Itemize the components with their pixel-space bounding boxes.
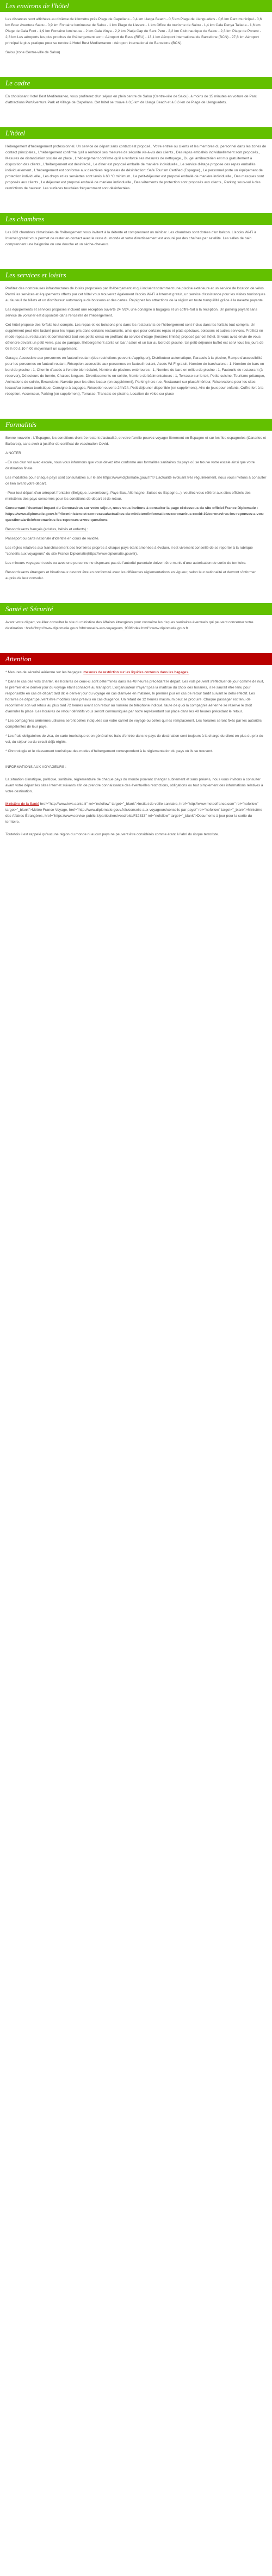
attention-text-4: * Les frais obligatoires de visa, de carte touristique et en général les frais d'entrée dans le pays de destination sont toujours à la charge du client en plus du prix du voi, du séjour ou du circuit déjà réglés. <box>5 734 263 744</box>
section-title-attention: Attention <box>0 653 272 665</box>
section-sante <box>0 603 272 640</box>
section-body-attention <box>0 665 272 846</box>
services-text-4: Garage, Accessible aux personnes en fauteuil roulant (des restrictions peuvent s'appliquer), Distributeur automatique, Parasols à la piscine, Rampe d'accessibilité pour les personnes en fauteuil roulant, Réception accessible aux personnes en fauteuil roulant, Accès Wi-Fi gratuit, Nombre de bars/salons : 1, Nombre de bars en bord de piscine : 1, Chemin d'accès à l'entrée bien éclairé, Nombre de piscines extérieures : 1, Nombre de bars en milieu de piscine : 1, Fauteuils de restaurant (à réserver), Détecteurs de fumée, Chaises longues, Divertissements en soirée, Nombre de bâtiments/tours : 1, Terrasse sur le toit, Petite cuisine, Tourisme pétanque, Animations de soirée, Excursions, Navette pour les sites locaux (en supplément), Parking hors rue, Restaurant sur place/intérieur, Réservations pour les sites locaux/au bureau touristique, Consigne à bagages, Réception ouverte 24h/24, Petit-déjeuner disponible (en supplément), Aire de jeux pour enfants, Coffre-fort à la réception, Ascenseur, Parking (en supplément), Terrasse, Transats de piscine, Location de vélos sur place <box>5 356 265 396</box>
section-body-services <box>0 281 272 406</box>
formalites-text-10: Les mineurs voyageant seuls ou avec une personne ne disposant pas de l'autorité parentale doivent être munis d'une autorisation de sortie de territoire. <box>5 561 246 565</box>
section-hotel <box>0 127 272 200</box>
formalites-note-label: A NOTER <box>5 451 21 455</box>
environs-zone-text: Salou (zone Centre-ville de Salou) <box>5 51 60 54</box>
section-body-cadre <box>0 89 272 114</box>
ministere-sante-link[interactable]: Ministère de la Santé <box>5 802 39 806</box>
section-body-chambres <box>0 225 272 256</box>
hotel-info-page <box>0 0 272 846</box>
luggage-restrictions-link[interactable]: mesures de restriction sur les liquides contenus dans les bagages. <box>83 671 189 674</box>
sante-text: Avant votre départ, veuillez consulter le site du ministère des Affaires étrangères pour connaître les risques sanitaires éventuels qui peuvent concerner votre destination : href="http://www.diplomatie.gouv.fr/fr/conseils-aux-voyageurs_909/index.html">www.diplomatie.gouv.fr <box>5 620 254 630</box>
environs-distances-text: Les distances sont affichées au dixième de kilomètre près Plage de Capellans - 0,4 km Llarga Beach - 0,5 km Plage de Llenguadets - 0,6 km Parc municipal - 0,6 km Bosc Aventura Salou - 0,9 km Fontaine lumineuse de Salou - 1 km Plage de Llevant - 1 km Office du tourisme de Salou - 1,4 km Cala Penya Tallada - 1,6 km Plage de Cala Font - 1,9 km Fontaine lumineuse - 2 km Cala Vinya - 2,2 km Platja Cap de Sant Pere - 2,2 km Club nautique de Salou - 2,3 km Plage de Ponent - 2,3 km Les aéroports les plus proches de l'hébergement sont : Aéroport de Reus (REU) - 13,1 km Aéroport international de Barcelone (BCN) - 97,8 km Aéroport principal le plus pratique pour se rendre à Hotel Best Mediterraneo : Aéroport international de Barcelone (BCN). <box>5 17 262 45</box>
formalites-text-5: - Pour tout départ d'un aéroport frontalier (Belgique, Luxembourg, Pays-Bas, Allemagne, Suisse ou Espagne...), veuillez vous référer aux sites officiels des ministères des pays concernés pour les conditions de départ et de retour. <box>5 491 251 501</box>
section-body-formalites <box>0 431 272 590</box>
attention-text-5: * Chronologie et le classement touristique des modes d'hébergement correspondent à la réglementation du pays où ils se trouvent. <box>5 749 213 753</box>
formalites-french-nationals-heading: Ressortissants français (adultes, bébés et enfants) : <box>5 527 88 531</box>
services-text-1: Profitez des nombreuses infrastructures de loisirs proposées par l'hébergement et qui incluent notamment une piscine extérieure et un service de location de vélos. Parmi les services et équipements offerts par cet hôtel vous trouverez également l'accès Wi-Fi à Internet gratuit, un service d'assistance pour les visites touristiques au fauteuil de billets et un distributeur automatique de boissons et des cartes. Rejoignez les attractions de la région en toute tranquillité grâce à la navette payante. <box>5 287 265 302</box>
formalites-text-3: - En cas d'un vol avec escale, nous vous informons que vous devez être conforme aux formalités sanitaires du pays où se trouve votre escale ainsi que votre destination finale. <box>5 461 255 470</box>
section-formalites <box>0 419 272 590</box>
section-title-environs: Les environs de l'hôtel <box>0 0 272 12</box>
attention-text-3: * Les compagnies aériennes utilisées seront celles indiquées sur votre carnet de voyage ou celles qui les remplaceront. Les horaires seront fixés par les autorités compétentes de leur pays. <box>5 719 262 729</box>
attention-links-line <box>5 801 267 825</box>
section-cadre <box>0 77 272 114</box>
attention-text-7: La situation climatique, politique, sanitaire, réglementaire de chaque pays du monde pouvant changer subitement et sans préavis, nous vous invitons à consulter avant votre départ les sites Internet suivants afin de prendre connaissance des éventuelles restrictions, obligations ou tout simplement des informations relatives à votre destination. <box>5 778 263 793</box>
formalites-text-9: Les règles relatives aux franchissement des frontières propres à chaque pays étant amenées à évoluer, il est vivement conseillé de se reporter à la rubrique "conseils aux voyageurs" du site France Diplomatie(https://www.diplomatie.gouv.fr). <box>5 546 253 556</box>
section-title-chambres: Les chambres <box>0 213 272 225</box>
services-text-2: Les équipements et services proposés incluent une réception ouverte 24 h/24, une consigne à bagages et un coffre-fort à la réception. Un parking payant sans service de voiturier est disponible dans l'enceinte de l'hébergement. <box>5 308 257 318</box>
section-title-hotel: L'hôtel <box>0 127 272 139</box>
services-text-3: Cet hôtel propose des forfaits tout compris. Les repas et les boissons pris dans les restaurants de l'hébergement sont inclus dans les forfaits tout compris. Un supplément peut être facturé pour les repas pris dans certains restaurants, ainsi que pour certains repas et plats spéciaux, boissons et autres services. Profitez en mode repas au restaurant et commandez tout vos petits creux en profitant du service d'étage (horaires limités) proposé par cet hôtel. Si vous avez envie de vous détendre devant un petit verre, pas de panique, l'hébergement abrite un bar / salon et un bar au bord de piscine. Un petit-déjeuner buffet est servi tous les jours de 08 h 00 à 10 h 00 moyennant un supplément. <box>5 323 264 351</box>
section-title-formalites: Formalités <box>0 419 272 431</box>
section-services <box>0 269 272 406</box>
section-attention <box>0 653 272 846</box>
formalites-text-8: Passeport ou carte nationale d'identité en cours de validité. <box>5 537 100 541</box>
section-title-cadre: Le cadre <box>0 77 272 89</box>
section-chambres <box>0 213 272 256</box>
attention-text-9: Toutefois il est rappelé qu'aucune région du monde ni aucun pays ne peuvent être considérés comme étant à l'abri du risque terroriste. <box>5 833 219 836</box>
section-body-sante <box>0 615 272 640</box>
formalites-text-11: Ressortissants étrangers et binationaux devront être en conformité avec les différentes réglementations en vigueur, selon leur nationalité et devront s'informer auprès de leur consulat. <box>5 570 256 580</box>
section-body-hotel <box>0 139 272 200</box>
formalites-text-1: Bonne nouvelle : L'Espagne, les conditions d'entrée restent d'actualité, et votre famille pouvez voyager librement en Espagne et sur les îles espagnoles (Canaries et Baléares), sans avoir à justifier de certificat de vaccination Covid. <box>5 436 267 446</box>
section-body-environs <box>0 12 272 64</box>
hotel-text: Hébergement d'hébergement professionnel. Un service de départ sans contact est proposé.. Votre entrée ou clients et les membres du personnel dans les zones de contact principales., L'hébergement confirme qu'il a renforcé ses mesures de sécurité vis-à-vis des clients., Des repas emballés individuellement sont proposés., Mesures de distanciation sociale en place., L'hébergement confirme qu'il a renforcé ses mesures de nettoyage., Du gel antibactérien est mis gratuitement à disposition des clients., L'hébergement est désinfecté., Le dîner est proposé emballé de manière individuelle., Le service d'étage propose des repas emballés individuellement., L'hébergement est conforme aux directives régionales de désinfection: Safe Tourism Certified (Espagne)., Le personnel porte un équipement de protection individuelle., Les draps et les serviettes sont lavés à 60 °C minimum., Le petit-déjeuner est proposé emballé de manière individuelle., Des masques sont proposés aux clients., Le déjeuner est proposé emballé de manière individuelle., Des vêtements de protection sont proposés aux clients., Parking sous-sol à des restrictions de hauteur. Les surfaces touchées fréquemment sont désinfectées. <box>5 145 267 190</box>
attention-travelers-heading: INFORMATIONS AUX VOYAGEURS : <box>5 765 66 769</box>
attention-luggage-line <box>5 669 267 675</box>
attention-text-2: * Dans le cas des vols charter, les horaires de ceux-ci sont déterminés dans les 48 heures précédant le départ. Les vols peuvent s'effectuer de jour comme de nuit, le premier et le dernier jour du voyage étant consacré au transport. L'organisateur n'ayant pas la maîtrise du choix des horaires, il se saurait être tenu pour responsable en cas de départ tard dit le dernier jour du voyage en cas d'arrivée en matinée, le premier jour en cas de retour tardif suivant le délai effectif. Les horaires de départ peuvent être modifiés sans préavis en cas d'urgence. Un retard de 12 heures maximum peut se produire. Chaque passager est tenu de reconfirmer son vol retour au plus tard 72 heures avant son retour au numéro de téléphone indiqué, faute de quoi la compagnie aérienne se réserve le droit d'annuler la place. Les horaires de retour définitifs vous seront communiqués par notre représentant sur place dans les 48 heures précédant le retour. <box>5 680 264 713</box>
formalites-coronavirus-text: Concernant l'éventuel impact du Coronavirus sur votre séjour, nous vous invitons à consulter la page ci-dessous du site officiel France Diplomatie : https://www.diplomatie.gouv.fr/fr/le-ministere-et-son-reseau/actualites-du-ministere/informations-coronavirus-covid-19/coronavirus-les-reponses-a-vos-questions/article/coronavirus-les-reponses-a-vos-questions <box>5 506 264 522</box>
section-environs <box>0 0 272 64</box>
attention-links-text: href="http://www.invs.sante.fr" rel="nofollow" target="_blank">Institut de veille sanitaire, href="http://www.meteofrance.com" rel="nofollow" target="_blank">Météo France Voyage, href="http://www.diplomatie.gouv.fr/fr/conseils-aux-voyageurs/conseils-par-pays/" rel="nofollow" target="_blank">Ministère des Affaires Étrangères, href="https://www.service-public.fr/particuliers/vosdroits/F32833" rel="nofollow" target="_blank">Documents à jour pour la sortie du territoire. <box>5 802 262 824</box>
section-title-services: Les services et loisirs <box>0 269 272 281</box>
chambres-text: Les 263 chambres climatisées de l'hébergement vous invitent à la détente et comprennent un minibar. Les chambres sont dotées d'un balcon. L'accès Wi-Fi à Internet gratuit vous permet de rester en contact avec le reste du monde et votre divertissement est assuré par des chaînes par satellite. Les salles de bain comprennent une baignoire ou une douche et un sèche-cheveux. <box>5 231 256 246</box>
cadre-text: En choisissant Hotel Best Mediterraneo, vous profiterez d'un séjour en plein centre de Salou (Centre-ville de Salou), à moins de 15 minutes en voiture de Parc d'attractions PortAventura Park et Village de Capellans. Cet hôtel se trouve à 0,5 km de Llarga Beach et à 0,6 km de Plage de Llenguadets. <box>5 95 257 104</box>
attention-luggage-text: * Mesures de sécurité aérienne sur les bagages: <box>5 671 84 674</box>
section-title-sante: Santé et Sécurité <box>0 603 272 615</box>
formalites-text-4: Les modalités pour chaque pays sont consultables sur le site https://www.diplomatie.gouv.fr/fr/ L'actualité évoluant très régulièrement, nous vous invitons à consulter ce lien avant votre départ. <box>5 476 267 486</box>
